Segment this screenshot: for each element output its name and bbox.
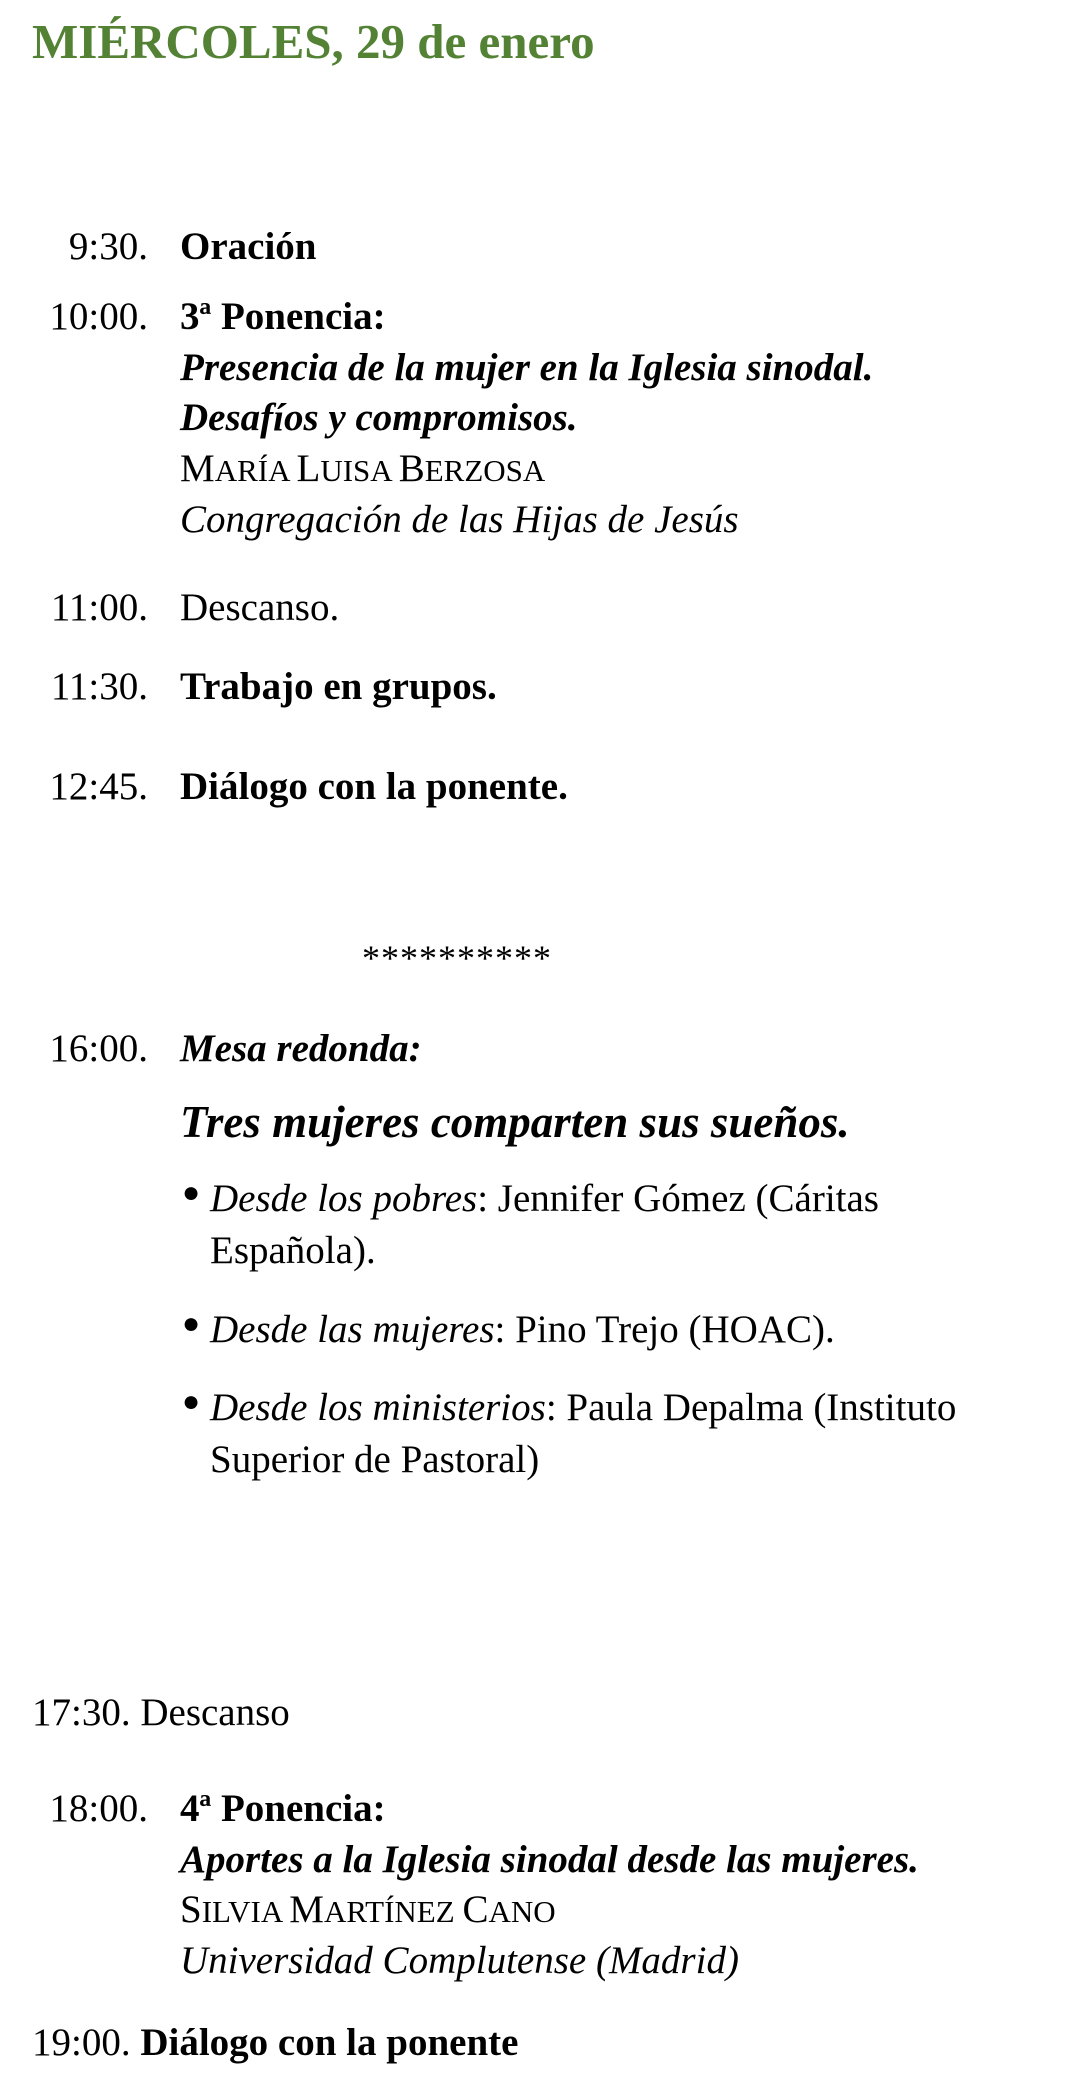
speaker-name: SILVIA MARTÍNEZ CANO (180, 1888, 556, 1932)
time-label: 11:30. (50, 665, 148, 708)
speaker-affiliation: Universidad Complutense (Madrid) (180, 1939, 739, 1983)
list-item: ● Desde los pobres: Jennifer Gómez (Cáritas Española). (180, 1173, 1030, 1278)
schedule-item-1900 (32, 2018, 518, 2069)
list-item: ● Desde las mujeres: Pino Trejo (HOAC). (180, 1304, 1030, 1356)
schedule-item-1130 (32, 662, 497, 713)
speaker-affiliation: Congregación de las Hijas de Jesús (180, 497, 739, 541)
event-title: Oración (180, 225, 317, 268)
list-item: ● Desde los ministerios: Paula Depalma (Instituto Superior de Pastoral) (180, 1382, 1030, 1487)
event-title: 3ª Ponencia: (180, 295, 386, 338)
event-title: Descanso. (180, 586, 340, 629)
schedule-item-1600 (32, 1024, 1030, 1512)
time-label: 18:00. (49, 1787, 148, 1830)
roundtable-list (180, 1173, 1030, 1486)
time-label: 10:00. (49, 295, 148, 338)
time-label: 19:00. (32, 2021, 131, 2064)
time-label: 11:00. (50, 586, 148, 629)
event-title: Descanso (140, 1691, 290, 1734)
bullet-icon: ● (182, 1306, 201, 1340)
schedule-item-1100 (32, 583, 339, 634)
speaker-name: MARÍA LUISA BERZOSA (180, 447, 546, 491)
page-title: MIÉRCOLES, 29 de enero (32, 14, 595, 69)
time-label: 12:45. (49, 765, 148, 808)
time-label: 17:30. (32, 1691, 131, 1734)
schedule-item-1730 (32, 1688, 290, 1739)
talk-title-line: Aportes a la Iglesia sinodal desde las mujeres. (180, 1837, 919, 1881)
event-title: 4ª Ponencia: (180, 1787, 386, 1830)
section-separator: ********** (362, 938, 552, 978)
bullet-icon: ● (182, 1384, 201, 1418)
schedule-item-1800 (32, 1784, 919, 1987)
talk-title-line: Presencia de la mujer en la Iglesia sinodal. (180, 345, 874, 389)
event-title: Mesa redonda: (180, 1027, 422, 1070)
event-title: Diálogo con la ponente. (180, 765, 568, 808)
time-label: 9:30. (68, 225, 148, 268)
schedule-item-1000 (32, 292, 873, 545)
bullet-icon: ● (182, 1176, 201, 1210)
time-label: 16:00. (49, 1027, 148, 1070)
schedule-item-0930 (32, 222, 316, 273)
event-title: Diálogo con la ponente (140, 2021, 519, 2064)
talk-title-line: Desafíos y compromisos. (180, 396, 578, 440)
event-title: Trabajo en grupos. (180, 665, 497, 708)
roundtable-title: Tres mujeres comparten sus sueños. (180, 1096, 850, 1147)
schedule-item-1245 (32, 762, 568, 813)
